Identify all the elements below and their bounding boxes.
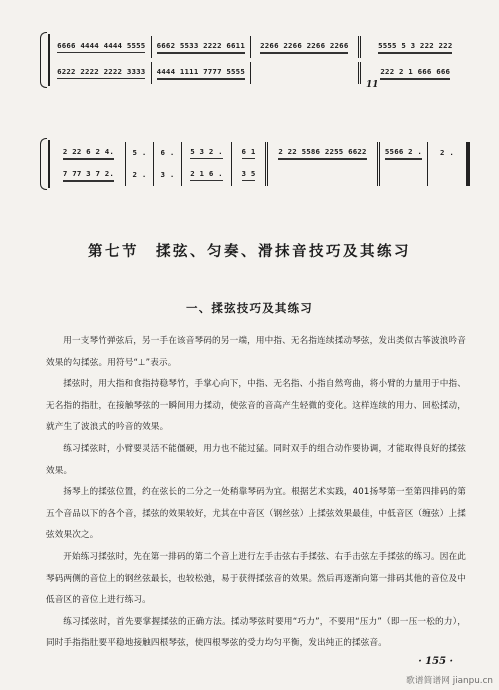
paragraph: 揉弦时，用大指和食指持稳琴竹，手掌心向下，中指、无名指、小指自然弯曲，将小臂的力量用于中指、无名指的指肚，在接触琴弦的一瞬间用力揉动，使弦音的音高产生轻微的变化。这样连续的用力、回松揉动，就产生了波浪式的吟音的效果。 [46,379,466,433]
measure [380,142,428,164]
note-group: 2 . [132,169,147,179]
lower-staff [52,62,470,84]
note-group: 3 . [160,169,175,179]
measure [154,164,182,186]
score-system-2 [40,138,470,190]
lower-staff [52,164,470,186]
measure [232,164,268,186]
section-title: 一、揉弦技巧及其练习 [186,301,313,315]
paragraph: 用一支琴竹弹弦后，另一手在该音琴码的另一端，用中指、无名指连续揉动琴弦，发出类似古筝波浪吟音效果的勾揉弦。用符号“⊥”表示。 [46,336,466,368]
measure [126,142,154,164]
measure [154,142,182,164]
barline [48,34,50,86]
note-group: 5 . [132,147,147,157]
paragraph: 练习揉弦时，首先要掌握揉弦的正确方法。揉动琴弦时要用“巧力”，不要用“压力”（即一压一松的力），同时手指指肚要平稳地接触四根琴弦，使四根琴弦的受力均匀平衡，发出纯正的揉弦音。 [46,616,466,649]
upper-staff [52,142,470,164]
note-group: 5566 2 . [385,147,422,160]
measure [268,142,380,164]
paragraph: 扬琴上的揉弦位置，约在弦长的二分之一处稍靠琴码为宜。根据艺术实践，401扬琴第一至第四排码的第五个音品以下的各个音，揉弦的效果较好，尤其在中音区（钢丝弦）上揉弦效果最佳，中低音区（缠弦）上揉弦效果次之。 [46,487,466,541]
note-group: 6 1 [242,147,256,159]
measure [52,142,126,164]
note-group: 2 22 5586 2255 6622 [278,147,366,160]
note-group: 2 . [440,147,454,157]
note-group: 4444 1111 7777 5555 [157,67,245,80]
paragraph: 开始练习揉弦时，先在第一排码的第二个音上进行左手击弦右手揉弦、右手击弦左手揉弦的练习。因在此琴码两侧的音位上的钢丝弦最长，也较松弛，易于获得揉弦音的效果。然后再逐渐向第一排码其他的音位及中低音区的音位上进行练习。 [46,551,466,606]
note-group: 6 . [160,147,175,157]
body-text [46,331,466,655]
measure [251,62,360,84]
measure [182,142,232,164]
system-brace [40,32,47,88]
note-group: 3 5 [242,169,256,181]
chapter-title: 第七节 揉弦、匀奏、滑抹音技巧及其练习 [88,244,411,260]
measure [52,36,152,58]
measure [428,142,470,164]
measure [126,164,154,186]
system-brace [40,138,47,190]
measure [52,62,152,84]
paragraph: 练习揉弦时，小臂要灵活不能僵硬，用力也不能过猛。同时双手的组合动作要协调，才能取得良好的揉弦效果。 [46,443,466,476]
measure [361,36,470,58]
measure-number: 11 [366,80,379,90]
watermark-text: 歌谱简谱网 jianpu.cn [405,676,493,686]
note-group: 5555 5 3 222 222 [378,41,452,54]
measure [152,36,252,58]
note-group: 2 22 6 2 4. [63,147,114,160]
page-number: · 155 · [418,656,453,667]
note-group: 5 3 2 . [190,147,223,159]
measure [152,62,252,84]
note-group: 6666 4444 4444 5555 [57,41,145,53]
measure [428,164,470,186]
measure [380,164,428,186]
measure [268,164,380,186]
upper-staff [52,36,470,58]
note-group: 6222 2222 2222 3333 [57,67,145,79]
note-group: 2 1 6 . [190,169,223,181]
note-group: 6662 5533 2222 6611 [157,41,245,54]
barline [48,140,50,188]
measure [232,142,268,164]
measure [182,164,232,186]
note-group: 7 77 3 7 2. [63,169,114,182]
score-system-1 [40,32,470,88]
note-group: 222 2 1 666 666 [380,67,450,80]
measure [52,164,126,186]
note-group: 2266 2266 2266 2266 [260,41,348,54]
measure [251,36,360,58]
